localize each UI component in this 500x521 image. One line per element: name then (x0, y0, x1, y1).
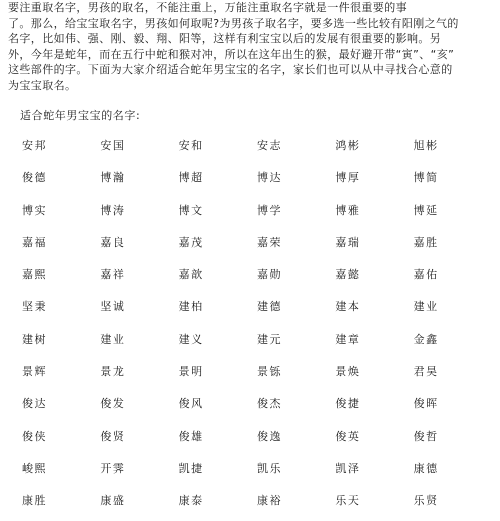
name-cell: 俊发 (100, 397, 126, 411)
name-cell: 俊杰 (257, 397, 282, 411)
name-cell: 博超 (178, 171, 204, 185)
name-cell: 嘉荣 (257, 235, 282, 249)
name-cell: 俊侠 (22, 429, 47, 443)
name-cell: 康德 (413, 461, 439, 475)
name-cell: 博实 (22, 203, 47, 217)
name-cell: 嘉熙 (22, 268, 47, 282)
name-cell: 景明 (178, 365, 204, 379)
name-cell: 俊哲 (413, 429, 439, 443)
name-cell: 俊逸 (257, 429, 282, 443)
name-cell: 俊贤 (100, 429, 126, 443)
name-cell: 建章 (335, 332, 361, 346)
name-cell: 坚诚 (100, 300, 126, 314)
name-cell: 嘉胜 (413, 235, 439, 249)
name-cell: 乐贤 (413, 494, 439, 508)
name-cell: 俊捷 (335, 397, 361, 411)
name-cell: 凯捷 (178, 461, 204, 475)
name-cell: 博简 (413, 171, 439, 185)
name-cell: 俊英 (335, 429, 361, 443)
intro-line: 为宝宝取名。 (8, 78, 77, 92)
name-cell: 康盛 (100, 494, 126, 508)
name-cell: 凯乐 (257, 461, 282, 475)
name-cell: 安志 (257, 139, 282, 152)
intro-paragraph (8, 0, 492, 93)
intro-line: 外，今年是蛇年，而在五行中蛇和猴对冲，所以在这年出生的猴，最好避开带“寅”、“亥” (8, 47, 455, 61)
name-cell: 开霁 (100, 461, 126, 475)
intro-line: 了。那么，给宝宝取名字，男孩如何取呢?为男孩子取名字，要多选一些比较有阳刚之气的 (8, 16, 459, 30)
name-cell: 鸿彬 (335, 139, 361, 152)
name-cell: 建德 (257, 300, 282, 314)
name-cell: 俊晖 (413, 397, 439, 411)
name-cell: 俊达 (22, 397, 47, 411)
name-cell: 博文 (178, 203, 204, 217)
name-cell: 嘉勋 (257, 268, 282, 282)
name-cell: 凯泽 (335, 461, 361, 475)
name-cell: 俊雄 (178, 429, 204, 443)
name-cell: 博瀚 (100, 171, 126, 185)
name-cell: 景龙 (100, 365, 126, 379)
intro-line: 名字，比如伟、强、刚、毅、翔、阳等，这样有利宝宝以后的发展有很重要的影响。另 (8, 32, 442, 45)
name-cell: 博雅 (335, 203, 361, 217)
name-cell: 俊德 (22, 171, 47, 185)
intro-line: 要注重取名字，男孩的取名，不能注重上，万能注重取名字就是一件很重要的事 (8, 1, 407, 14)
name-cell: 峻熙 (22, 461, 47, 475)
name-cell: 建柏 (178, 300, 204, 314)
name-cell: 康胜 (22, 494, 47, 508)
name-cell: 旭彬 (413, 139, 439, 152)
name-cell: 博厚 (335, 171, 361, 185)
section-heading: 适合蛇年男宝宝的名字: (20, 109, 141, 122)
name-cell: 博延 (413, 203, 439, 217)
name-cell: 康裕 (257, 494, 282, 508)
name-cell: 嘉佑 (413, 268, 439, 282)
name-cell: 康泰 (178, 494, 204, 508)
name-cell: 嘉茂 (178, 235, 204, 249)
name-cell: 坚秉 (22, 300, 47, 314)
name-cell: 嘉福 (22, 235, 47, 249)
name-cell: 俊风 (178, 397, 204, 411)
name-cell: 金鑫 (413, 332, 439, 346)
name-cell: 景焕 (335, 365, 361, 379)
name-cell: 嘉良 (100, 235, 126, 249)
name-cell: 嘉懿 (335, 268, 361, 282)
name-cell: 君昊 (413, 365, 439, 379)
name-cell: 建元 (257, 332, 282, 346)
names-grid (22, 133, 492, 508)
name-cell: 嘉瑞 (335, 235, 361, 249)
name-cell: 嘉歆 (178, 268, 204, 282)
name-cell: 博学 (257, 203, 282, 217)
name-cell: 安和 (178, 139, 204, 152)
name-cell: 博涛 (100, 203, 126, 217)
name-cell: 安邦 (22, 139, 47, 152)
name-cell: 景辉 (22, 365, 47, 379)
name-cell: 建业 (100, 332, 126, 346)
intro-line: 这些部件的字。下面为大家介绍适合蛇年男宝宝的名字，家长们也可以从中寻找合心意的 (8, 63, 453, 76)
name-cell: 博达 (257, 171, 282, 185)
name-cell: 建义 (178, 332, 204, 346)
name-cell: 建本 (335, 300, 361, 314)
name-cell: 安国 (100, 139, 126, 152)
name-cell: 建业 (413, 300, 439, 314)
name-cell: 嘉祥 (100, 268, 126, 282)
name-cell: 乐天 (335, 494, 361, 508)
name-cell: 建树 (22, 332, 47, 346)
name-cell: 景铄 (257, 365, 282, 379)
